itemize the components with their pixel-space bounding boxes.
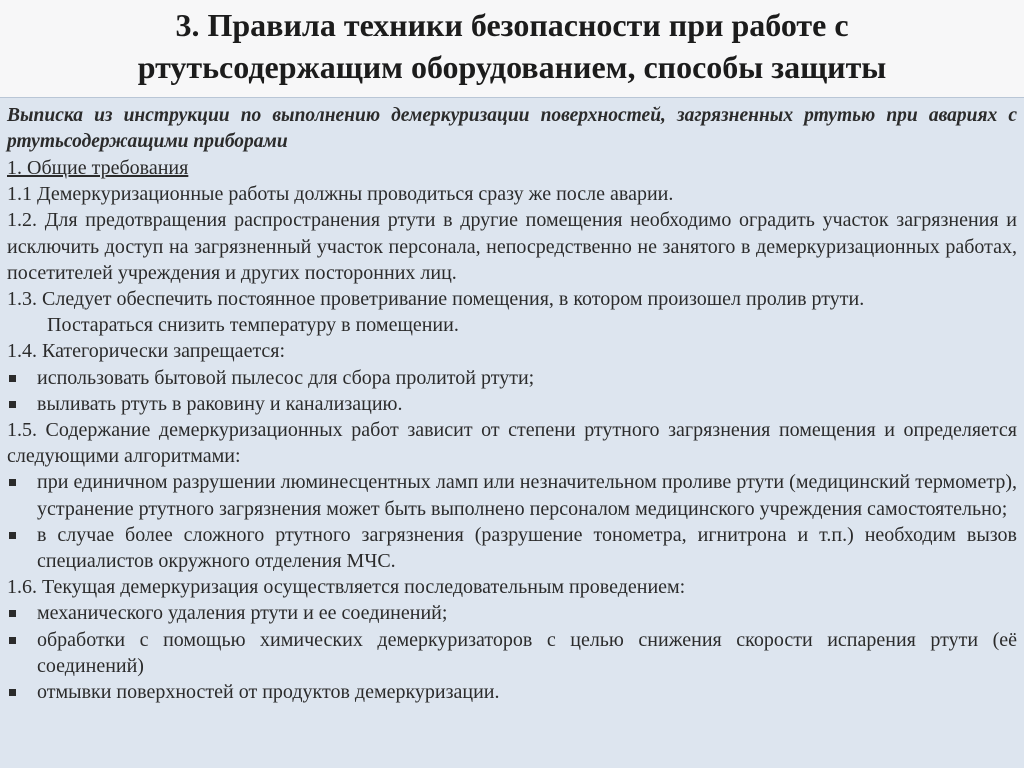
paragraph-1-5: 1.5. Содержание демеркуризационных работ зависит от степени ртутного загрязнения помещения и определяется следующими алгоритмами: (7, 419, 1017, 468)
list-item-text: выливать ртуть в раковину и канализацию. (37, 392, 403, 415)
list-item-text: в случае более сложного ртутного загрязнения (разрушение тонометра, игнитрона и т.п.) необходим вызов специалистов окружного отделения МЧС. (37, 523, 1017, 573)
square-bullet-icon (9, 689, 16, 696)
square-bullet-icon (9, 375, 16, 382)
slide-title (40, 4, 984, 88)
section-heading: 1. Общие требования (7, 157, 189, 179)
document-body (7, 103, 1017, 705)
list-item (7, 365, 1017, 391)
list-item (7, 679, 1017, 705)
list-item (7, 600, 1017, 626)
slide-title-line-2: ртутьсодержащим оборудованием, способы защиты (137, 49, 887, 85)
list-item-text: отмывки поверхностей от продуктов демеркуризации. (37, 681, 500, 704)
list-item (7, 391, 1017, 417)
paragraph-1-3-continued: Постараться снизить температуру в помещении. (47, 314, 459, 337)
list-item (7, 522, 1017, 574)
square-bullet-icon (9, 532, 16, 539)
intro-text: Выписка из инструкции по выполнению демеркуризации поверхностей, загрязненных ртутью при авариях с ртутьсодержащими приборами (7, 105, 1017, 152)
square-bullet-icon (9, 610, 16, 617)
paragraph-1-6: 1.6. Текущая демеркуризация осуществляется последовательным проведением: (7, 576, 686, 599)
paragraph-1-2: 1.2. Для предотвращения распространения ртути в другие помещения необходимо оградить участок загрязнения и исключить доступ на загрязненный участок персонала, непосредственно не занятого в демеркуризационных работах, посетителей учреждения и других посторонних лиц. (7, 209, 1017, 284)
list-item-text: при единичном разрушении люминесцентных ламп или незначительном проливе ртути (медицинский термометр), устранение ртутного загрязнения может быть выполнено персоналом медицинского учреждения самостоятельно; (37, 471, 1017, 520)
list-item-text: механического удаления ртути и ее соединений; (37, 602, 448, 625)
paragraph-1-3: 1.3. Следует обеспечить постоянное проветривание помещения, в котором произошел пролив ртути. (7, 288, 865, 311)
square-bullet-icon (9, 637, 16, 644)
list-item (7, 627, 1017, 679)
list-item (7, 469, 1017, 521)
list-item-text: обработки с помощью химических демеркуризаторов с целью снижения скорости испарения ртути (её соединений) (37, 628, 1017, 677)
paragraph-1-1: 1.1 Демеркуризационные работы должны проводиться сразу же после аварии. (7, 183, 674, 206)
paragraph-1-4: 1.4. Категорически запрещается: (7, 340, 286, 363)
list-item-text: использовать бытовой пылесос для сбора пролитой ртути; (37, 366, 535, 389)
slide-title-line-1: 3. Правила техники безопасности при работе с (175, 7, 849, 43)
square-bullet-icon (9, 401, 16, 408)
square-bullet-icon (9, 479, 16, 486)
